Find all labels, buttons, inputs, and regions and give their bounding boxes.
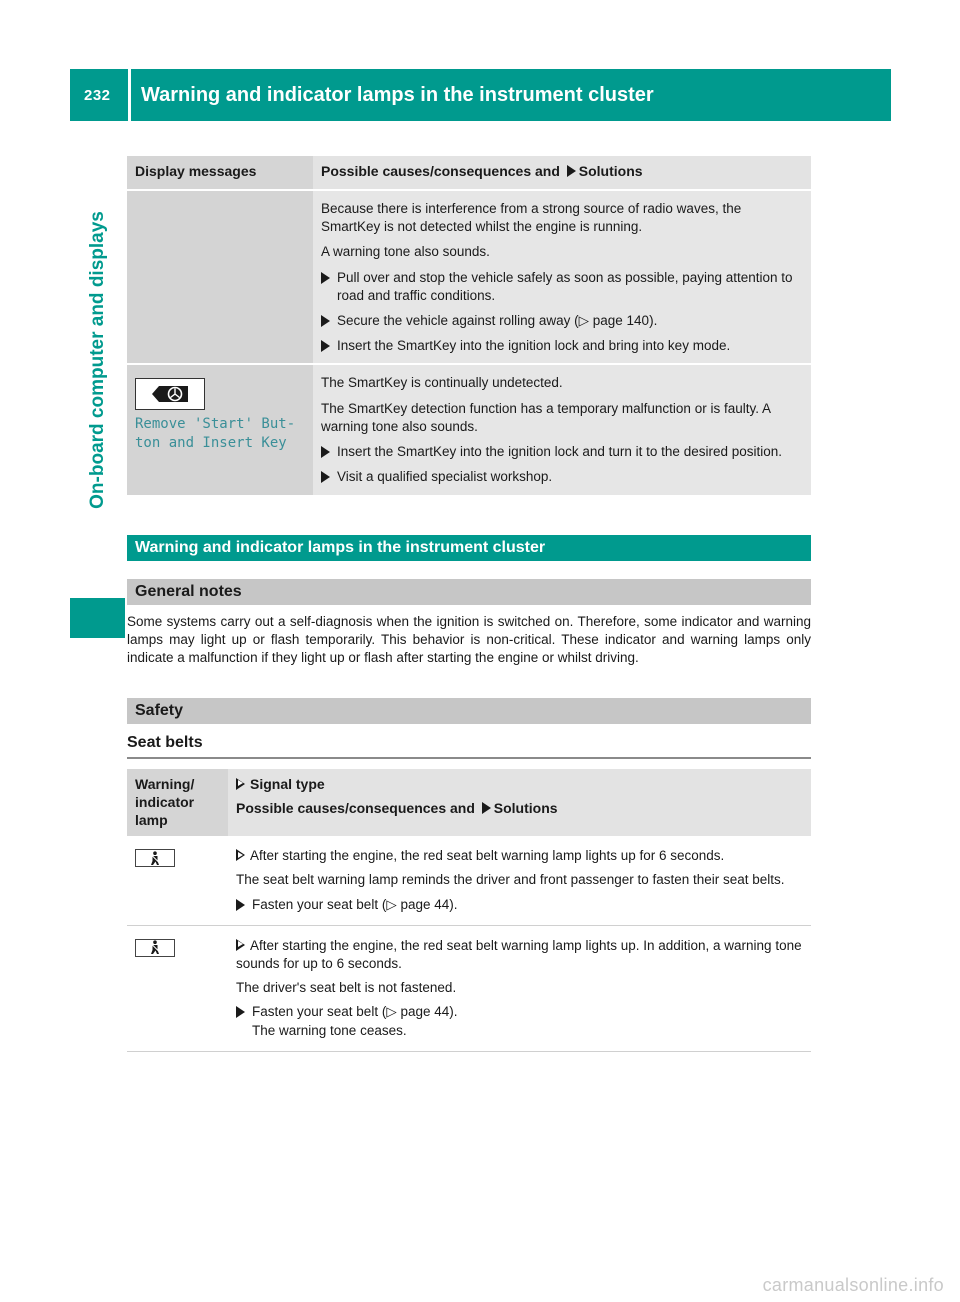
action-step: Fasten your seat belt (▷ page 44). The warning tone ceases. — [236, 1003, 803, 1039]
action-step: Insert the SmartKey into the ignition lock and turn it to the desired position. — [321, 443, 803, 461]
general-notes-text: Some systems carry out a self-diagnosis when the ignition is switched on. Therefore, some indicator and warning lamps may light up or flash temporarily. This behavior is non-critical. These indicator and warning lamps only indicate a malfunction if they light up or flash after starting the engine or whilst driving. — [127, 613, 811, 666]
display-message-cell — [127, 364, 313, 494]
causes-cell: After starting the engine, the red seat belt warning lamp lights up for 6 seconds. The seat belt warning lamp reminds the driver and front passenger to fasten their seat belts. Fasten your seat belt (▷ page 44). — [228, 836, 811, 925]
section-title: Warning and indicator lamps in the instrument cluster — [127, 535, 811, 561]
action-step: Insert the SmartKey into the ignition lock and bring into key mode. — [321, 337, 803, 355]
safety-title: Safety — [127, 698, 811, 724]
display-message-cell — [127, 190, 313, 365]
action-step: Pull over and stop the vehicle safely as soon as possible, paying attention to road and traffic conditions. — [321, 269, 803, 305]
header-title: Warning and indicator lamps in the instrument cluster — [141, 83, 654, 106]
signal-type-icon — [236, 939, 246, 951]
table-row — [127, 364, 811, 494]
general-notes-title: General notes — [127, 579, 811, 605]
step-arrow-icon — [321, 340, 330, 352]
table-row — [127, 925, 811, 1051]
lamp-cell — [127, 925, 228, 1051]
step-arrow-icon — [321, 471, 330, 483]
page-header — [70, 69, 891, 121]
col-causes-solutions: Possible causes/consequences and Solutions — [313, 156, 811, 190]
side-tab-marker — [70, 598, 125, 638]
table-header-row — [127, 769, 811, 837]
solutions-arrow-icon — [482, 802, 491, 814]
step-arrow-icon — [321, 272, 330, 284]
side-tab-label: On-board computer and displays — [86, 211, 108, 509]
display-messages-table — [127, 156, 811, 495]
col-signal-causes: Signal type Possible causes/consequences and Solutions — [228, 769, 811, 837]
causes-cell: Because there is interference from a strong source of radio waves, the SmartKey is not detected whilst the engine is running. A warning tone also sounds. Pull over and stop the vehicle safely as soon as possible, paying attention to road and traffic conditions. Secure the vehicle against rolling away (▷ page 140). Insert the SmartKey into the ignition lock and bring into key mode. — [313, 190, 811, 365]
step-arrow-icon — [236, 899, 245, 911]
side-tab — [70, 121, 125, 599]
seat-belts-heading: Seat belts — [127, 734, 811, 759]
signal-type-icon — [236, 778, 246, 790]
smartkey-icon — [135, 378, 205, 410]
table-header-row — [127, 156, 811, 190]
seat-belt-icon — [135, 939, 175, 957]
col-display-messages: Display messages — [127, 156, 313, 190]
action-step: Fasten your seat belt (▷ page 44). — [236, 896, 803, 914]
step-arrow-icon — [321, 446, 330, 458]
table-row — [127, 836, 811, 925]
table-row — [127, 190, 811, 365]
step-arrow-icon — [321, 315, 330, 327]
seat-belt-table — [127, 769, 811, 1052]
lamp-cell — [127, 836, 228, 925]
causes-cell: After starting the engine, the red seat belt warning lamp lights up. In addition, a warning tone sounds for up to 6 seconds. The driver's seat belt is not fastened. Fasten your seat belt (▷ page 44). The warning tone ceases. — [228, 925, 811, 1051]
signal-type-icon — [236, 849, 246, 861]
action-step: Secure the vehicle against rolling away (▷ page 140). — [321, 312, 803, 330]
causes-cell: The SmartKey is continually undetected. The SmartKey detection function has a temporary malfunction or is faulty. A warning tone also sounds. Insert the SmartKey into the ignition lock and turn it to the desired position. Visit a qualified specialist workshop. — [313, 364, 811, 494]
col-warning-lamp: Warning/ indicator lamp — [127, 769, 228, 837]
display-message-text: Remove 'Start' But‐ ton and Insert Key — [135, 416, 296, 452]
seat-belt-icon — [135, 849, 175, 867]
page-content — [127, 156, 811, 1052]
solutions-arrow-icon — [567, 165, 576, 177]
watermark: carmanualsonline.info — [762, 1275, 944, 1295]
page-number: 232 — [84, 86, 111, 104]
action-step: Visit a qualified specialist workshop. — [321, 468, 803, 486]
step-arrow-icon — [236, 1006, 245, 1018]
